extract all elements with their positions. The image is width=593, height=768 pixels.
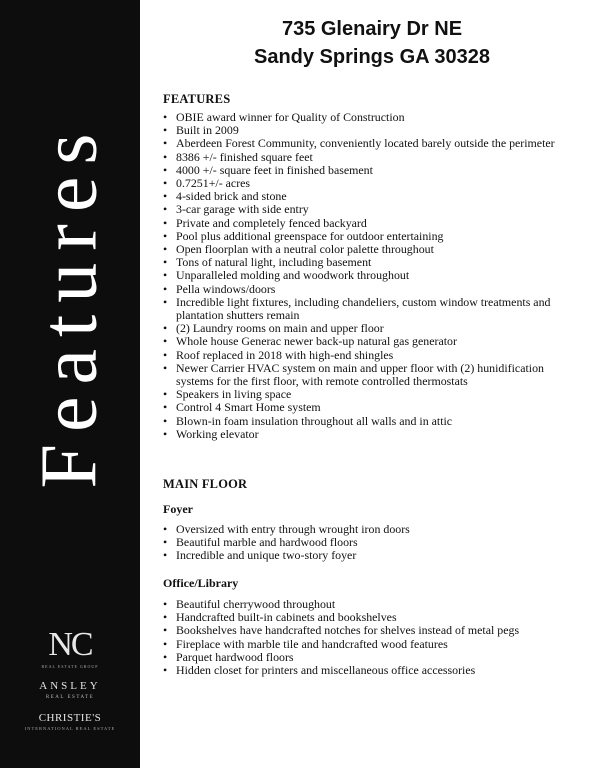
list-item: • Beautiful cherrywood throughout <box>163 598 581 611</box>
list-item: • Pool plus additional greenspace for outdoor entertaining <box>163 230 581 243</box>
nc-logo-mark: NC <box>48 626 92 663</box>
list-item: • Control 4 Smart Home system <box>163 401 581 414</box>
list-item: • 0.7251+/- acres <box>163 177 581 190</box>
list-item: • Hidden closet for printers and miscellaneous office accessories <box>163 664 581 677</box>
christies-logo: CHRISTIE'S <box>38 712 102 724</box>
nc-logo-subtitle: REAL ESTATE GROUP <box>41 664 99 669</box>
list-item: • OBIE award winner for Quality of Construction <box>163 111 581 124</box>
office-list <box>163 598 581 677</box>
list-item: • Aberdeen Forest Community, conveniently located barely outside the perimeter <box>163 137 581 150</box>
foyer-list <box>163 523 581 563</box>
address-line-1: 735 Glenairy Dr NE <box>281 18 463 40</box>
list-item: • Newer Carrier HVAC system on main and upper floor with (2) hunidification systems for the first floor, with remote controlled thermostats <box>163 362 581 388</box>
list-item: • (2) Laundry rooms on main and upper floor <box>163 322 581 335</box>
features-heading: FEATURES <box>163 92 231 106</box>
list-item: • Built in 2009 <box>163 124 581 137</box>
main-floor-heading: MAIN FLOOR <box>163 477 248 491</box>
list-item: • Handcrafted built-in cabinets and bookshelves <box>163 611 581 624</box>
ansley-logo-subtitle: REAL ESTATE <box>45 695 95 700</box>
list-item: • Oversized with entry through wrought iron doors <box>163 523 581 536</box>
ansley-logo: ANSLEY <box>39 680 101 692</box>
office-heading: Office/Library <box>163 576 239 590</box>
foyer-heading: Foyer <box>163 502 193 516</box>
list-item: • Unparalleled molding and woodwork throughout <box>163 269 581 282</box>
christies-logo-subtitle: INTERNATIONAL REAL ESTATE <box>24 726 116 731</box>
list-item: • Bookshelves have handcrafted notches for shelves instead of metal pegs <box>163 624 581 637</box>
list-item: • Tons of natural light, including basement <box>163 256 581 269</box>
list-item: • Blown-in foam insulation throughout all walls and in attic <box>163 415 581 428</box>
vertical-title: Features <box>25 121 114 489</box>
list-item: • Working elevator <box>163 428 581 441</box>
list-item: • Whole house Generac newer back-up natural gas generator <box>163 335 581 348</box>
list-item: • Open floorplan with a neutral color palette throughout <box>163 243 581 256</box>
list-item: • 8386 +/- finished square feet <box>163 151 581 164</box>
list-item: • 4-sided brick and stone <box>163 190 581 203</box>
list-item: • Private and completely fenced backyard <box>163 217 581 230</box>
list-item: • Pella windows/doors <box>163 283 581 296</box>
list-item: • Speakers in living space <box>163 388 581 401</box>
list-item: • Incredible light fixtures, including chandeliers, custom window treatments and plantation shutters remain <box>163 296 581 322</box>
address-line-2: Sandy Springs GA 30328 <box>253 46 490 68</box>
features-list <box>163 111 581 441</box>
list-item: • Beautiful marble and hardwood floors <box>163 536 581 549</box>
nc-logo <box>0 628 140 669</box>
sidebar <box>0 0 140 768</box>
list-item: • Roof replaced in 2018 with high-end shingles <box>163 349 581 362</box>
list-item: • Fireplace with marble tile and handcrafted wood features <box>163 638 581 651</box>
list-item: • 4000 +/- square feet in finished basement <box>163 164 581 177</box>
list-item: • Parquet hardwood floors <box>163 651 581 664</box>
list-item: • 3-car garage with side entry <box>163 203 581 216</box>
list-item: • Incredible and unique two-story foyer <box>163 549 581 562</box>
